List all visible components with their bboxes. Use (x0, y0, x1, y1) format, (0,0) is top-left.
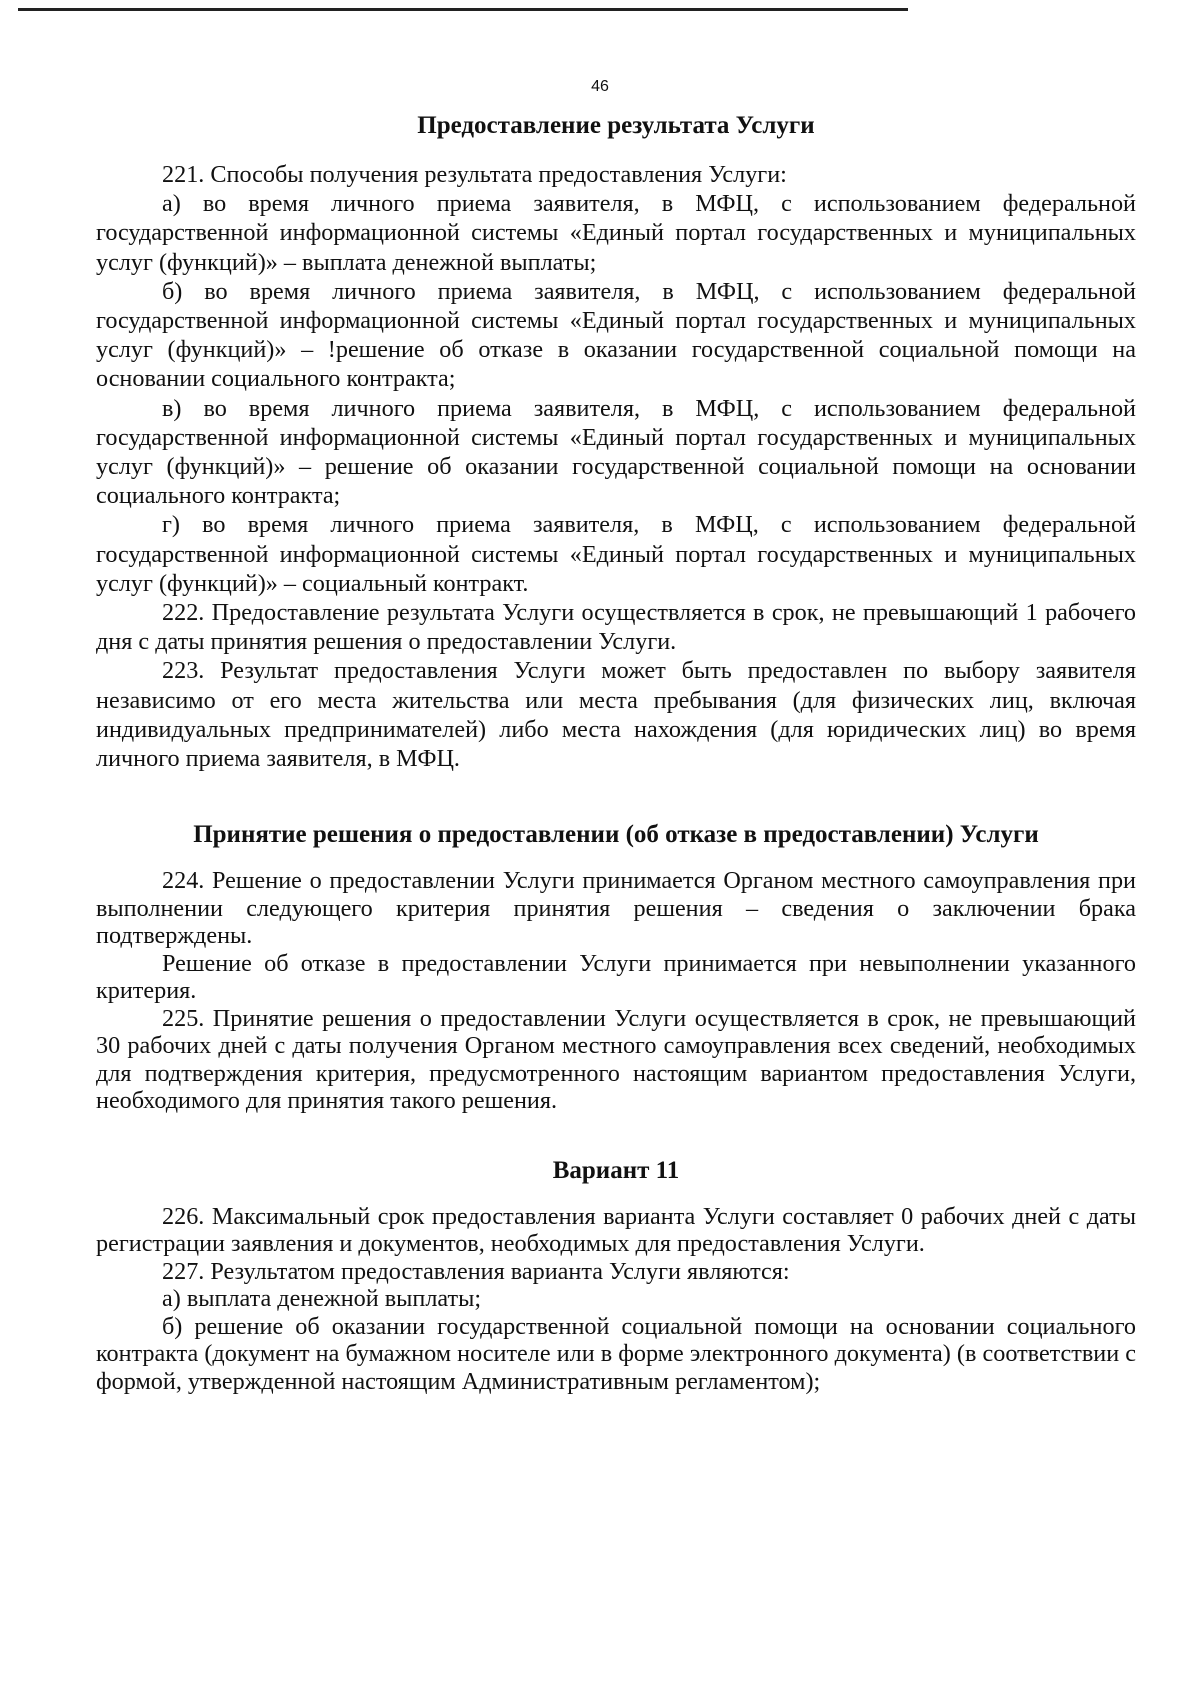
section-variant-11 (96, 1157, 1136, 1396)
paragraph-221-v: в) во время личного приема заявителя, в МФЦ, с использованием федеральной государственной информационной системы «Единый портал государственных и муниципальных услуг (функций)» – решение об оказании государственной социальной помощи на основании социального контракта; (96, 394, 1136, 510)
section-result-provision (96, 112, 1136, 773)
section-heading: Вариант 11 (552, 1156, 680, 1184)
document-body (96, 112, 1136, 1395)
paragraph-221: 221. Способы получения результата предоставления Услуги: (162, 161, 787, 188)
paragraph-226: 226. Максимальный срок предоставления варианта Услуги составляет 0 рабочих дней с даты регистрации заявления и документов, необходимых для предоставления Услуги. (96, 1202, 1136, 1258)
paragraph-222: 222. Предоставление результата Услуги осуществляется в срок, не превышающий 1 рабочего дня с даты принятия решения о предоставлении Услуги. (96, 599, 1136, 656)
paragraph-221-a: а) во время личного приема заявителя, в МФЦ, с использованием федеральной государственной информационной системы «Единый портал государственных и муниципальных услуг (функций)» – выплата денежной выплаты; (96, 190, 1136, 276)
paragraph-227: 227. Результатом предоставления варианта Услуги являются: (162, 1257, 790, 1285)
paragraph-223: 223. Результат предоставления Услуги может быть предоставлен по выбору заявителя независимо от его места жительства или места пребывания (для физических лиц, включая индивидуальных предпринимателей) либо места нахождения (для юридических лиц) во время личного приема заявителя, в МФЦ. (96, 657, 1136, 773)
paragraph-227-b: б) решение об оказании государственной социальной помощи на основании социального контракта (документ на бумажном носителе или в форме электронного документа) (в соответствии с формой, утвержденной настоящим Административным регламентом); (96, 1312, 1136, 1395)
section-heading: Предоставление результата Услуги (417, 112, 815, 139)
paragraph-227-a: а) выплата денежной выплаты; (162, 1285, 482, 1313)
section-heading: Принятие решения о предоставлении (об отказе в предоставлении) Услуги (193, 821, 1039, 849)
paragraph-221-g: г) во время личного приема заявителя, в МФЦ, с использованием федеральной государственной информационной системы «Единый портал государственных и муниципальных услуг (функций)» – социальный контракт. (96, 511, 1136, 597)
scan-edge-line (18, 8, 908, 11)
section-decision (96, 821, 1136, 1115)
paragraph-224-refusal: Решение об отказе в предоставлении Услуги принимается при невыполнении указанного критерия. (96, 949, 1136, 1005)
paragraph-224: 224. Решение о предоставлении Услуги принимается Органом местного самоуправления при выполнении следующего критерия принятия решения – сведения о заключении брака подтверждены. (96, 867, 1136, 950)
page-number: 46 (591, 78, 609, 95)
paragraph-221-b: б) во время личного приема заявителя, в МФЦ, с использованием федеральной государственной информационной системы «Единый портал государственных и муниципальных услуг (функций)» – !решение об отказе в оказании государственной социальной помощи на основании социального контракта; (96, 277, 1136, 393)
paragraph-225: 225. Принятие решения о предоставлении Услуги осуществляется в срок, не превышающий 30 рабочих дней с даты получения Органом местного самоуправления всех сведений, необходимых для подтверждения критерия, предусмотренного настоящим вариантом предоставления Услуги, необходимого для принятия такого решения. (96, 1004, 1136, 1115)
